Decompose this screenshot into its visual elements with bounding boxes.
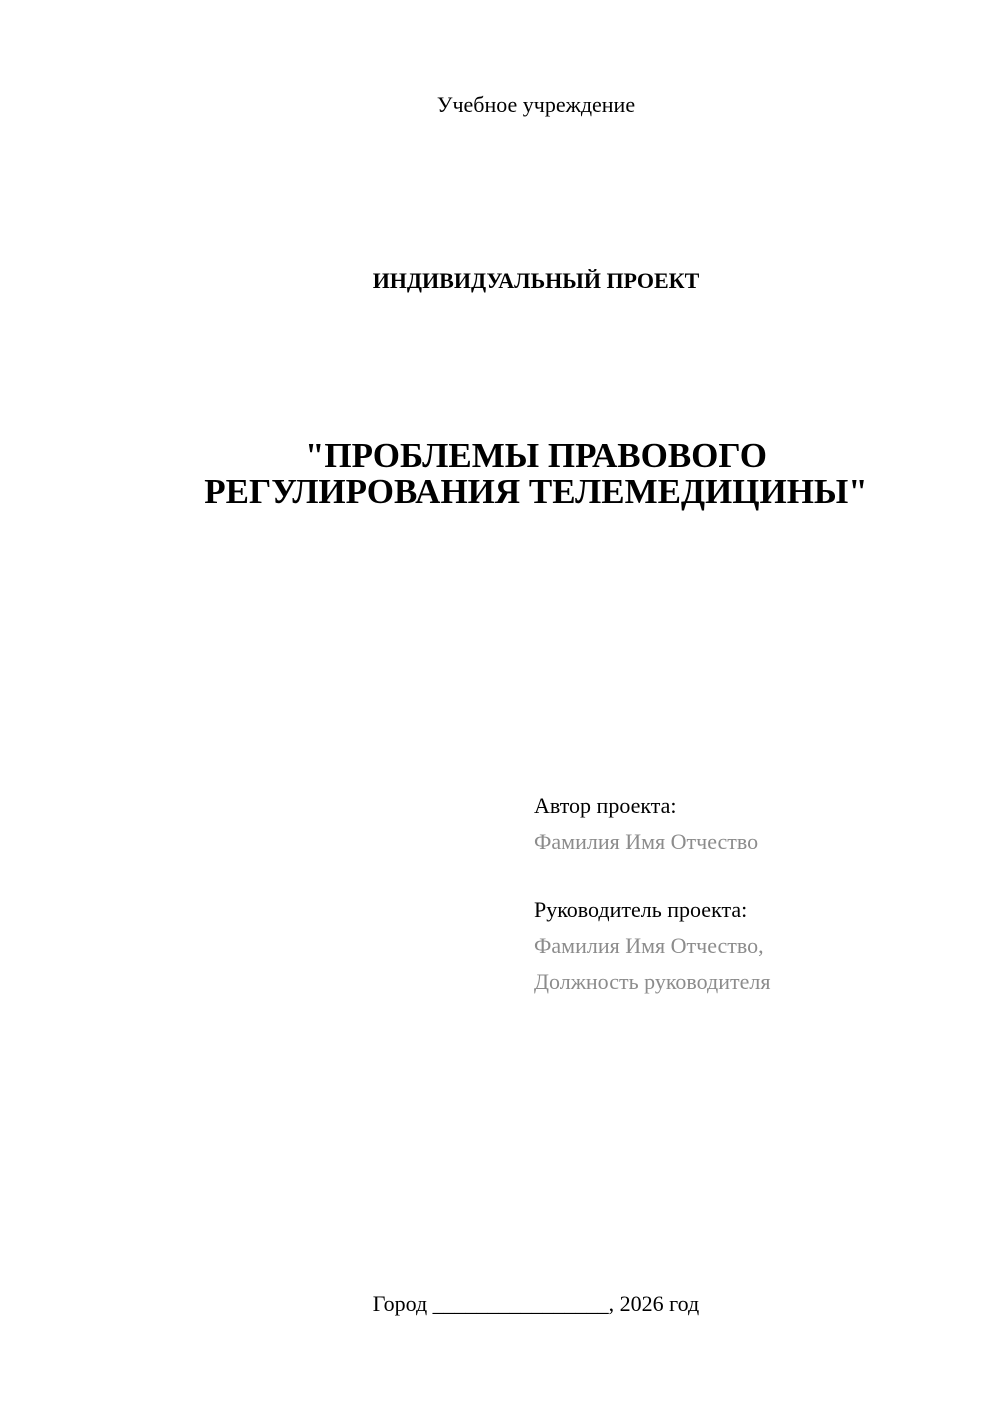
supervisor-name: Фамилия Имя Отчество, [534, 933, 764, 958]
project-title [0, 438, 1000, 510]
project-title-line-1: "ПРОБЛЕМЫ ПРАВОВОГО [304, 436, 768, 475]
project-title-line-2: РЕГУЛИРОВАНИЯ ТЕЛЕМЕДИЦИНЫ" [204, 472, 868, 511]
author-label: Автор проекта: [534, 793, 677, 818]
author-name: Фамилия Имя Отчество [534, 829, 759, 854]
supervisor-position: Должность руководителя [534, 969, 771, 994]
supervisor-label: Руководитель проекта: [534, 897, 748, 922]
institution-name: Учебное учреждение [436, 92, 636, 117]
credits-block [534, 788, 974, 1000]
credits-spacer [534, 860, 974, 892]
place-and-year: Город ________________, 2026 год [372, 1291, 700, 1316]
document-type: ИНДИВИДУАЛЬНЫЙ ПРОЕКТ [372, 268, 700, 293]
